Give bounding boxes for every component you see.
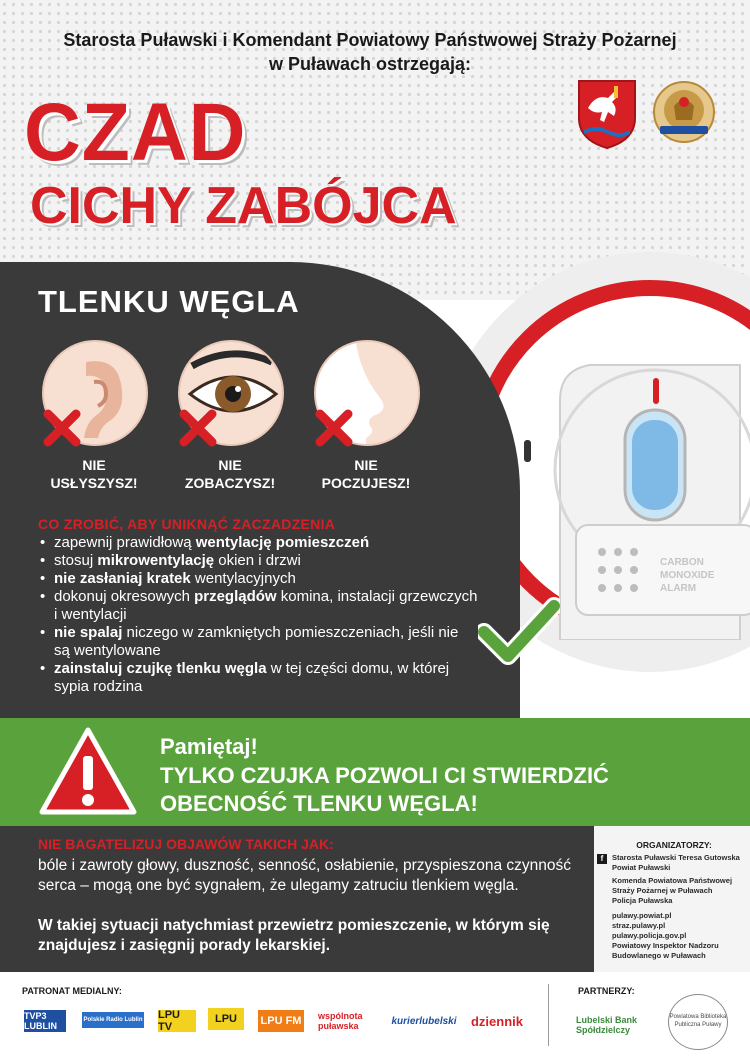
symptoms-text: bóle i zawroty głowy, duszność, senność, osłabienie, przyspieszona czynność serca – mogą one być sygnałem, że ulegamy zatruciu tlenkiem węgla. [38, 857, 572, 894]
media-logo-radio-lublin: Polskie Radio Lublin [82, 1012, 144, 1028]
partners-label: PARTNERZY: [578, 986, 635, 996]
cross-mark-icon [42, 408, 82, 448]
symptoms-advice: W takiej sytuacji natychmiast przewietrz pomieszczenie, w którym się znajdujesz i zasięgnij porady lekarskiej. [38, 917, 550, 954]
sense-label-hear: NIE USŁYSZYSZ! [50, 457, 138, 491]
banner-message: TYLKO CZUJKA POZWOLI CI STWIERDZIĆ OBECNOŚĆ TLENKU WĘGLA! [160, 763, 609, 816]
sense-label-see: NIE ZOBACZYSZ! [184, 457, 276, 491]
header-warning [20, 28, 720, 76]
checkmark-icon [478, 596, 560, 668]
media-logo-lpu-tv: LPU TV [158, 1010, 196, 1032]
co-alarm-device-icon [480, 340, 750, 640]
media-logo-lpu: LPU [208, 1008, 244, 1030]
main-title: CZAD [24, 87, 247, 178]
county-coat-of-arms-icon [576, 78, 638, 150]
list-item: • zainstaluj czujkę tlenku węgla w tej części domu, w której sypia rodzina [38, 660, 478, 696]
list-item: • nie spalaj niczego w zamkniętych pomieszczeniach, jeśli nie są wentylowane [38, 624, 478, 660]
partner-logo-library: Powiatowa Biblioteka Publiczna Puławy [668, 994, 728, 1050]
alarm-device-label: CARBON MONOXIDE ALARM [660, 557, 715, 594]
subtitle: CICHY ZABÓJCA [30, 177, 457, 235]
media-logo-lpu-fm: LPU FM [258, 1010, 304, 1032]
warning-triangle-icon [36, 724, 140, 820]
partner-logo-lubelski-bank: Lubelski Bank Spółdzielczy [576, 1015, 638, 1035]
header-line-2: w Puławach ostrzegają: [268, 54, 472, 74]
fire-service-emblem-icon [652, 80, 716, 146]
prevention-title: CO ZROBIĆ, ABY UNIKNĄĆ ZACZADZENIA [38, 516, 336, 532]
organizers-title: ORGANIZATORZY: [636, 840, 712, 850]
prevention-list [38, 534, 478, 696]
media-logo-kurier-lubelski: kurierlubelski [391, 1015, 457, 1027]
media-logo-wspolnota: wspólnota puławska [318, 1011, 363, 1031]
footer-divider [548, 984, 549, 1046]
list-item: • dokonuj okresowych przeglądów komina, instalacji grzewczych i wentylacji [38, 588, 478, 624]
symptoms-title: NIE BAGATELIZUJ OBJAWÓW TAKICH JAK: [38, 836, 334, 852]
organizers-list: Starosta Puławski Teresa Gutowska Powiat Puławski Komenda Powiatowa Państwowej Straży Pożarnej w Puławach Policja Puławska pulawy.powiat.pl straz.pulawy.pl pulawy.policja.gov.pl Powiatowy Inspektor Nadzoru Budowlanego w Puławach [612, 853, 740, 960]
list-item: • nie zasłaniaj kratek wentylacyjnych [38, 570, 478, 588]
list-item: • zapewnij prawidłową wentylację pomieszczeń [38, 534, 478, 552]
cross-mark-icon [314, 408, 354, 448]
panel-heading: TLENKU WĘGLA [38, 284, 300, 319]
header-line-1: Starosta Puławski i Komendant Powiatowy Państwowej Straży Pożarnej [63, 30, 677, 50]
list-item: • stosuj mikrowentylację okien i drzwi [38, 552, 478, 570]
media-logo-dziennik: dziennik [470, 1013, 523, 1029]
media-patronage-label: PATRONAT MEDIALNY: [22, 986, 122, 996]
banner-heading: Pamiętaj! [160, 734, 258, 759]
facebook-icon: f [597, 854, 607, 864]
sense-label-smell: NIE POCZUJESZ! [321, 457, 411, 491]
media-logo-tvp3: TVP3 LUBLIN [24, 1010, 66, 1032]
cross-mark-icon [178, 408, 218, 448]
